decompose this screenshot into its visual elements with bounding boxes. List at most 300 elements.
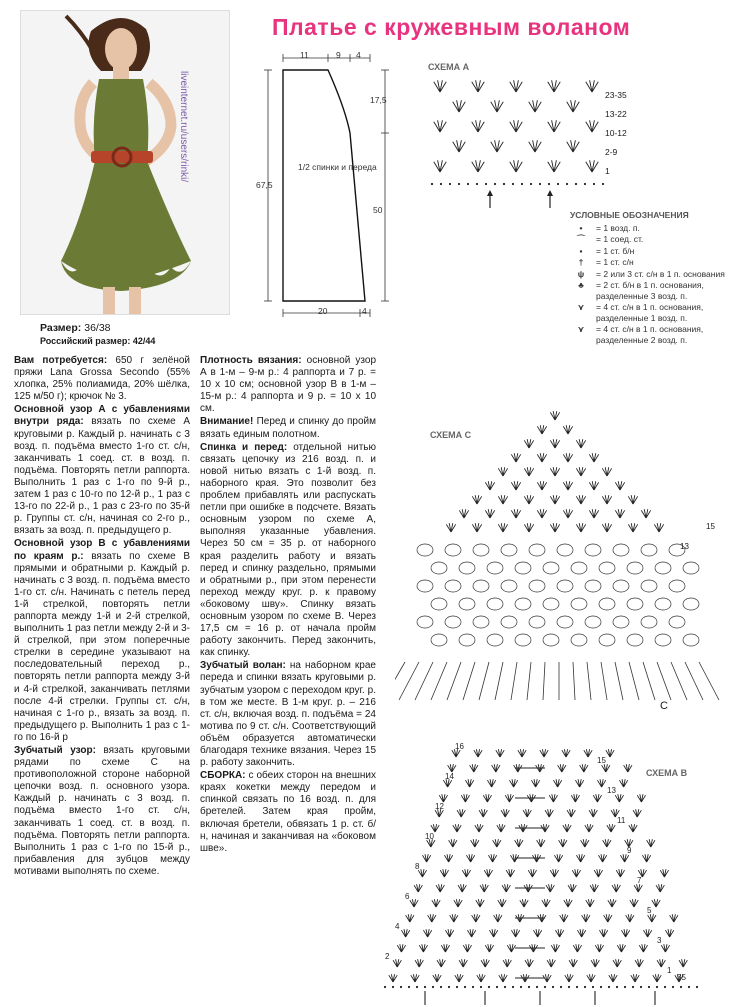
scheme-b-chain-dot [624, 986, 626, 988]
scheme-c-loop [487, 598, 503, 610]
scheme-c-spoke [629, 662, 639, 700]
legend-item [570, 223, 745, 234]
scheme-b-stitch [457, 809, 465, 817]
scheme-c-loop [641, 580, 657, 592]
scheme-b-stitch [499, 974, 507, 982]
scheme-b-stitch [472, 914, 480, 922]
scheme-b-chain-dot [640, 986, 642, 988]
scheme-b-stitch [515, 839, 523, 847]
scheme-b-stitch [496, 749, 504, 757]
scheme-c-stitch [589, 453, 598, 462]
scheme-b-stitch [440, 869, 448, 877]
scheme-b-stitch [549, 794, 557, 802]
scheme-c-spoke [615, 662, 623, 700]
scheme-a-fan [434, 160, 447, 172]
scheme-c-loop [557, 580, 573, 592]
scheme-b-diagram [365, 735, 720, 1007]
scheme-b-chain-dot [576, 986, 578, 988]
scheme-c-spoke [527, 662, 531, 700]
scheme-c-loop [627, 562, 643, 574]
legend-item [570, 302, 745, 323]
shell-icon: ⋎ [577, 302, 585, 312]
scheme-a-arrow-head [547, 190, 553, 196]
scheme-b-stitch [550, 869, 558, 877]
size-value: 36/38 [84, 322, 111, 334]
scheme-b-stitch [484, 869, 492, 877]
scheme-c-loop [557, 616, 573, 628]
scheme-c-stitch [550, 411, 559, 420]
dim-top-1: 11 [300, 50, 309, 60]
scheme-c-loop [669, 616, 685, 628]
scheme-b-stitch [585, 824, 593, 832]
scheme-c-loop [515, 562, 531, 574]
scheme-a-fan [548, 160, 561, 172]
scheme-b-stitch [423, 929, 431, 937]
instr-paragraph [200, 770, 376, 855]
dim-right-lower: 50 [373, 205, 383, 215]
scheme-b-stitch [606, 749, 614, 757]
scheme-b-chain-dot [632, 986, 634, 988]
scheme-a-fan [548, 80, 561, 92]
scheme-b-stitch [419, 944, 427, 952]
scheme-c-loop [445, 544, 461, 556]
scheme-a-chain-dot [458, 183, 460, 185]
scheme-a-chain-dot [602, 183, 604, 185]
scheme-a-fan [586, 160, 599, 172]
scheme-b-stitch [581, 839, 589, 847]
scheme-b-chain-dot [392, 986, 394, 988]
scheme-b-stitch [448, 764, 456, 772]
scheme-a-row-5: 1 [605, 166, 610, 176]
scheme-b-stitch [602, 764, 610, 772]
scheme-b-stitch [389, 974, 397, 982]
scheme-b-stitch [657, 959, 665, 967]
instr-body: основной узор А в 1-м – 9-м р.: 4 раппорта и 7 р. = 10 х 10 см; основной узор В в 1-м – 15-м р.: 4 раппорта и 9 р. = 10 х 10 см. [200, 355, 377, 415]
scheme-b-chain-dot [616, 986, 618, 988]
scheme-b-stitch [551, 944, 559, 952]
scheme-c-spoke [657, 662, 671, 700]
scheme-b-stitch [520, 899, 528, 907]
scheme-a-fan [510, 120, 523, 132]
scheme-b-stitch [612, 884, 620, 892]
scheme-c-stitch [537, 509, 546, 518]
legend-item [570, 234, 745, 245]
scheme-b-stitch [523, 809, 531, 817]
scheme-c-loop [445, 580, 461, 592]
scheme-b-chain-dot [424, 986, 426, 988]
scheme-b-stitch [652, 899, 660, 907]
scheme-b-chain-dot [672, 986, 674, 988]
scheme-c-loop [641, 616, 657, 628]
scheme-c-stitch [459, 509, 468, 518]
scheme-a-row-labels [605, 86, 627, 181]
scheme-a-chain-dot [593, 183, 595, 185]
scheme-a-fan [529, 100, 542, 112]
shell-wide-icon: ⋎ [577, 324, 585, 334]
scheme-c-row-13: 13 [680, 542, 689, 551]
scheme-b-chain-dot [528, 986, 530, 988]
scheme-c-loop [571, 598, 587, 610]
scheme-b-stitch [449, 839, 457, 847]
scheme-a-chain-dot [539, 183, 541, 185]
scheme-c-stitch [498, 467, 507, 476]
scheme-b-stitch [591, 959, 599, 967]
scheme-b-stitch [498, 899, 506, 907]
scheme-c-stitch [589, 509, 598, 518]
scheme-a-chain-dot [467, 183, 469, 185]
scheme-b-stitch [542, 899, 550, 907]
scheme-b-row-left: 4 [395, 922, 400, 931]
scheme-c-loop [459, 598, 475, 610]
scheme-b-stitch [494, 914, 502, 922]
scheme-b-chain-dot [464, 986, 466, 988]
scheme-b-stitch [564, 899, 572, 907]
scheme-c-row-15: 15 [706, 522, 715, 531]
scheme-b-row-right: 11 [617, 816, 626, 825]
legend-text: = 4 ст. с/н в 1 п. основания, разделенные 1 возд. п. [596, 302, 704, 323]
scheme-b-stitch [608, 899, 616, 907]
scheme-b-stitch [450, 914, 458, 922]
scheme-a-fan [510, 80, 523, 92]
scheme-b-stitch [481, 959, 489, 967]
scheme-b-stitch [480, 884, 488, 892]
scheme-b-stitch [660, 869, 668, 877]
scheme-c-loop [571, 634, 587, 646]
scheme-b-chain-dot [512, 986, 514, 988]
scheme-b-stitch [607, 824, 615, 832]
legend-item [570, 246, 745, 257]
photo-watermark: liveinternet.ru/users/rinki/ [178, 71, 189, 183]
scheme-b-stitch [573, 944, 581, 952]
scheme-b-stitch [488, 854, 496, 862]
scheme-b-stitch [453, 824, 461, 832]
scheme-b-chain-dot [688, 986, 690, 988]
scheme-b-stitch [558, 764, 566, 772]
scheme-b-stitch [533, 929, 541, 937]
scheme-b-chain-dot [680, 986, 682, 988]
scheme-c-stitch [563, 481, 572, 490]
scheme-b-stitch [459, 959, 467, 967]
scheme-b-stitch [506, 869, 514, 877]
scheme-c-marker: С [660, 700, 668, 712]
scheme-c-loop [599, 562, 615, 574]
scheme-b-stitch [559, 839, 567, 847]
scheme-c-stitch [550, 467, 559, 476]
scheme-b-stitch [616, 869, 624, 877]
scheme-a-row-1: 23-35 [605, 90, 627, 100]
scheme-a-row-2: 13-22 [605, 109, 627, 119]
scheme-c-loop [473, 616, 489, 628]
scheme-b-stitch [458, 884, 466, 892]
scheme-b-stitch [595, 944, 603, 952]
scheme-a-chain-dot [566, 183, 568, 185]
legend-text: = 1 ст. с/н [596, 257, 634, 267]
scheme-a-chain-dot [431, 183, 433, 185]
scheme-c-loop [487, 562, 503, 574]
scheme-b-stitch [615, 794, 623, 802]
scheme-b-stitch [598, 854, 606, 862]
scheme-c-stitch [524, 495, 533, 504]
scheme-b-stitch [476, 899, 484, 907]
instr-paragraph [14, 355, 190, 403]
scheme-c-diagram [395, 400, 725, 720]
scheme-b-stitch [462, 869, 470, 877]
scheme-b-stitch [525, 959, 533, 967]
instr-heading: Зубчатый волан: [200, 660, 286, 672]
scheme-c-loop [501, 544, 517, 556]
scheme-a-chain-dot [557, 183, 559, 185]
scheme-b-stitch [626, 914, 634, 922]
scheme-a-arrow-head [487, 190, 493, 196]
scheme-b-stitch [545, 809, 553, 817]
scheme-c-loop [655, 562, 671, 574]
shape-inner-label-1: 1/2 спинки и переда [298, 162, 377, 172]
scheme-b-row-left: 6 [405, 892, 410, 901]
scheme-c-stitch [472, 523, 481, 532]
scheme-b-stitch [593, 794, 601, 802]
scheme-b-stitch [546, 884, 554, 892]
scheme-b-chain-dot [648, 986, 650, 988]
scheme-b-stitch [679, 959, 687, 967]
scheme-b-row-left: 16 [455, 742, 464, 751]
scheme-b-stitch [635, 959, 643, 967]
legend-text: = 2 ст. б/н в 1 п. основания, разделенные 3 возд. п. [596, 280, 704, 301]
scheme-b-chain-dot [592, 986, 594, 988]
scheme-b-chain-dot [448, 986, 450, 988]
scheme-c-loop [431, 634, 447, 646]
instr-body: с обеих сторон на внешних краях кокетки между передом и спинкой связать по 16 возд. п. для бретелей. Затем края пройм, включая бретели, обвязать 1 р. ст. б/н, начиная и заканчивая на «боковом шве». [200, 770, 376, 854]
scheme-b-row-right: 13 [607, 786, 616, 795]
scheme-b-stitch [647, 839, 655, 847]
scheme-c-loop [683, 562, 699, 574]
instructions-column-2 [200, 355, 376, 856]
legend-text: = 1 возд. п. [596, 222, 640, 233]
scheme-c-spoke [643, 662, 655, 700]
scheme-c-stitch [524, 523, 533, 532]
scheme-b-stitch [431, 824, 439, 832]
scheme-b-row-right: 1 [667, 966, 672, 975]
scheme-b-stitch [393, 959, 401, 967]
scheme-b-chain-dot [696, 986, 698, 988]
legend-item [570, 257, 745, 268]
scheme-a-chain-dot [449, 183, 451, 185]
scheme-c-stitch [628, 523, 637, 532]
scheme-c-spoke [587, 662, 591, 700]
instructions-column-1 [14, 355, 190, 879]
scheme-b-stitch [670, 914, 678, 922]
scheme-c-loop [627, 634, 643, 646]
scheme-c-loop [585, 544, 601, 556]
instr-heading: Зубчатый узор: [14, 745, 96, 756]
scheme-b-stitch [620, 854, 628, 862]
scheme-b-stitch [619, 779, 627, 787]
scheme-b-stitch [465, 779, 473, 787]
scheme-c-loop [669, 580, 685, 592]
scheme-b-stitch [428, 914, 436, 922]
scheme-b-stitch [560, 914, 568, 922]
scheme-b-stitch [540, 749, 548, 757]
scheme-b-stitch [613, 959, 621, 967]
scheme-b-stitch [455, 974, 463, 982]
scheme-b-stitch [629, 824, 637, 832]
scheme-b-stitch [624, 764, 632, 772]
scheme-b-stitch [415, 959, 423, 967]
scheme-b-stitch [406, 914, 414, 922]
scheme-b-row-left: 8 [415, 862, 420, 871]
scheme-b-label: СХЕМА В [646, 768, 688, 778]
scheme-c-loop [585, 580, 601, 592]
scheme-a-chain-dot [530, 183, 532, 185]
scheme-c-stitch [628, 495, 637, 504]
scheme-c-loop [459, 634, 475, 646]
scheme-b-stitch [444, 854, 452, 862]
scheme-b-chain-dot [480, 986, 482, 988]
scheme-b-stitch [497, 824, 505, 832]
scheme-c-spoke [699, 662, 719, 700]
scheme-b-stitch [599, 929, 607, 937]
scheme-b-stitch [562, 749, 570, 757]
scheme-c-stitch [498, 495, 507, 504]
cluster-icon: ♣ [578, 280, 584, 290]
instr-body: вязать по схеме В прямыми и обратными р. Каждый р. начинать с 3 возд. п. подъёма вместо 1-го ст. с/н. Начинать с петель перед 1-й стрелкой, повторять петли раппорта между 1-й и 2-й стрелкой, выполнить 1 раз петли между 2-й и 3-й стрелкой, при этом поперечные стрелки в середине указывают на последовательный переход р., повторять петли раппорта между 3-й и 4-й стрелкой, заканчивать петлями после 4-й стрелки. Группы ст. с/н, начиная с 1-го р., вязать за возд. п. предыдущего р. Выполнить 1 раз с 1-го по 16-й р [14, 550, 190, 743]
scheme-b-stitch [586, 899, 594, 907]
scheme-a-fan [529, 140, 542, 152]
scheme-b-row-right: 35 [677, 973, 686, 982]
scheme-c-stitch [498, 523, 507, 532]
scheme-c-loop [501, 580, 517, 592]
scheme-c-spoke [431, 662, 447, 700]
scheme-b-stitch [555, 929, 563, 937]
scheme-b-chain-dot [544, 986, 546, 988]
scheme-a-chain-dot [521, 183, 523, 185]
scheme-a-fan [434, 120, 447, 132]
scheme-b-row-right: 5 [647, 906, 652, 915]
scheme-c-stitch [550, 495, 559, 504]
legend-text: = 2 или 3 ст. с/н в 1 п. основания [596, 268, 725, 279]
scheme-b-stitch [634, 884, 642, 892]
scheme-c-loop [655, 634, 671, 646]
scheme-a-fan [491, 140, 504, 152]
scheme-c-stitch [615, 481, 624, 490]
scheme-c-loop [543, 634, 559, 646]
scheme-c-loop [599, 598, 615, 610]
scheme-b-chain-dot [456, 986, 458, 988]
scheme-b-chain-dot [656, 986, 658, 988]
scheme-a-fan [586, 80, 599, 92]
scheme-b-stitch [477, 974, 485, 982]
page-title: Платье с кружевным воланом [272, 14, 631, 40]
scheme-a-fan [548, 120, 561, 132]
size-info [40, 322, 155, 348]
scheme-b-stitch [597, 779, 605, 787]
scheme-c-stitch [563, 425, 572, 434]
instr-paragraph [14, 538, 190, 744]
instr-body: на наборном крае переда и спинки вязать круговыми р. зубчатым узором с переходом круг. р. в том же месте. В 1-м круг. р. – 216 ст. с/н, включая возд. п. подъёма = 24 мотива по 9 ст. с/н. Соответствующий объём образуется автоматически благодаря технике вязания. Через 15 р. работу закончить. [200, 660, 376, 769]
scheme-c-loop [557, 544, 573, 556]
scheme-c-loop [613, 544, 629, 556]
legend-item [570, 280, 745, 301]
scheme-c-loop [445, 616, 461, 628]
dim-bottom-2: 4 [362, 306, 367, 316]
scheme-b-stitch [553, 779, 561, 787]
scheme-b-chain-dot [608, 986, 610, 988]
dim-top-2: 9 [336, 50, 341, 60]
scheme-a-chain-dot [575, 183, 577, 185]
scheme-b-stitch [656, 884, 664, 892]
scheme-b-stitch [475, 824, 483, 832]
scheme-b-stitch [437, 959, 445, 967]
scheme-b-row-right: 15 [597, 756, 606, 765]
scheme-c-stitch [602, 467, 611, 476]
scheme-b-row-right: 3 [657, 936, 662, 945]
scheme-c-loop [627, 598, 643, 610]
scheme-b-stitch [653, 974, 661, 982]
scheme-b-chain-dot [416, 986, 418, 988]
scheme-c-loop [417, 544, 433, 556]
scheme-b-chain-dot [472, 986, 474, 988]
symbol-legend [570, 210, 745, 346]
arc-icon: ⌒ [576, 234, 586, 244]
scheme-b-stitch [594, 869, 602, 877]
scheme-b-stitch [493, 839, 501, 847]
scheme-b-stitch [487, 779, 495, 787]
scheme-c-stitch [485, 509, 494, 518]
scheme-c-spoke [543, 662, 545, 700]
scheme-b-stitch [503, 959, 511, 967]
scheme-c-stitch [511, 481, 520, 490]
scheme-c-spoke [415, 662, 433, 700]
scheme-b-stitch [501, 809, 509, 817]
instr-heading: Основной узор В с убавлениями по краям р.: [14, 538, 190, 562]
scheme-c-loop [585, 616, 601, 628]
scheme-c-label: СХЕМА С [430, 430, 472, 440]
scheme-c-loop [641, 544, 657, 556]
scheme-a-fan [472, 160, 485, 172]
scheme-b-stitch [575, 779, 583, 787]
scheme-b-stitch [411, 974, 419, 982]
scheme-b-stitch [436, 884, 444, 892]
scheme-b-stitch [422, 854, 430, 862]
scheme-c-loop [529, 544, 545, 556]
instr-paragraph [14, 404, 190, 537]
scheme-b-chain-dot [496, 986, 498, 988]
scheme-c-stitch [576, 523, 585, 532]
scheme-b-stitch [580, 764, 588, 772]
square-icon: ▪ [579, 245, 583, 256]
scheme-b-stitch [461, 794, 469, 802]
scheme-b-stitch [531, 779, 539, 787]
scheme-b-stitch [479, 809, 487, 817]
scheme-c-loop [683, 598, 699, 610]
scheme-c-stitch [537, 453, 546, 462]
scheme-b-stitch [537, 839, 545, 847]
scheme-b-stitch [554, 854, 562, 862]
scheme-b-stitch [563, 824, 571, 832]
scheme-b-stitch [445, 929, 453, 937]
scheme-b-row-right: 9 [627, 846, 632, 855]
scheme-c-stitch [563, 509, 572, 518]
dim-top-3: 4 [356, 50, 361, 60]
scheme-c-loop [431, 562, 447, 574]
scheme-c-stitch [524, 439, 533, 448]
scheme-b-stitch [633, 809, 641, 817]
scheme-a-fan [472, 120, 485, 132]
scheme-b-stitch [603, 839, 611, 847]
scheme-c-loop [683, 634, 699, 646]
scheme-c-stitch [550, 523, 559, 532]
scheme-b-stitch [454, 899, 462, 907]
scheme-c-stitch [446, 523, 455, 532]
